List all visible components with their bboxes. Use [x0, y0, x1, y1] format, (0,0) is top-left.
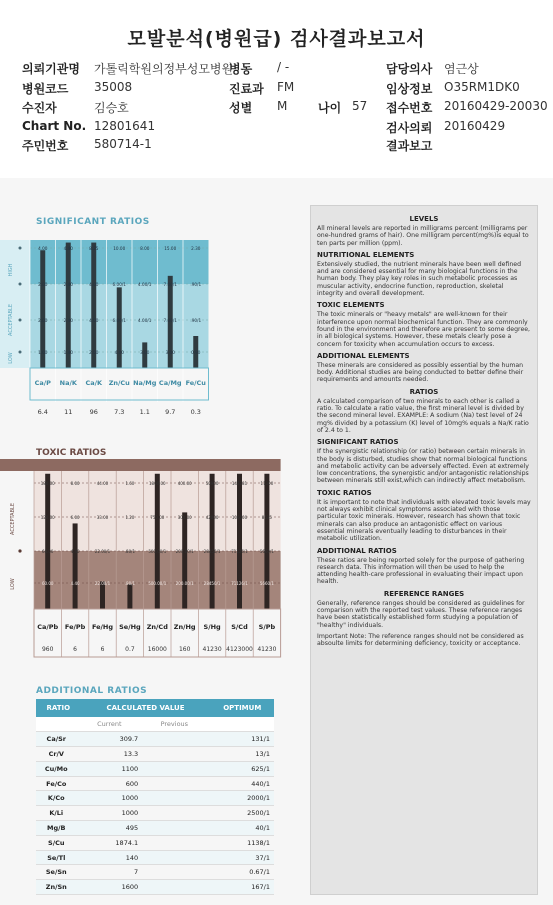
toxic-elements-text: The toxic minerals or "heavy metals" are well-known for their interference upon normal biochemical function. They are commonly found in the environment and therefore are present to some degree, in all biological systems. However, these metals clearly pose a concern for toxicity when accumulation occurs to excess.: [317, 311, 531, 348]
side-acceptable-label: ACCEPTABLE: [10, 503, 16, 535]
table-row: [36, 732, 274, 747]
column-label: Ca/Mg: [158, 379, 182, 387]
scale-top-label: 44.00: [96, 481, 109, 486]
current-value-cell: 600: [81, 776, 143, 791]
scale-mid2-label: 6.00/1: [112, 318, 126, 323]
additional-ratios-table: [36, 699, 274, 895]
scale-mid2-label: 7.00/1: [163, 318, 177, 323]
result-value: 16000: [147, 646, 167, 653]
ratio-cell: Mg/B: [36, 821, 81, 836]
doctor-label: 담당의사: [386, 62, 433, 76]
sub-previous: Previous: [142, 717, 210, 732]
scale-bottom-label: 4.40: [70, 581, 80, 586]
ratio-cell: Se/Sn: [36, 865, 81, 880]
nutritional-text: Extensively studied, the nutrient minerals have been well defined and are considered essential for many biological functions in the human body. They play key roles in such metabolic processes as muscular activity, endocrine function, reproduction, skeletal integrity and overall development.: [317, 260, 522, 298]
report-title: 모발분석(병원급) 검사결과보고서: [127, 28, 426, 50]
col-ratio: RATIO: [36, 699, 81, 717]
notes-panel: [310, 205, 538, 895]
toxic-title: TOXIC RATIOS: [36, 448, 107, 458]
column-label: Ca/K: [85, 379, 103, 387]
table-row: [36, 865, 274, 880]
result-value: 9.7: [165, 408, 176, 416]
scale-top-label: 50900: [205, 481, 219, 486]
current-value-cell: 495: [81, 821, 143, 836]
scale-mid-label: 2.40: [63, 282, 73, 287]
column-label: Na/Mg: [133, 379, 157, 387]
label-row-box: [30, 368, 209, 400]
patient-label: 수진자: [22, 101, 57, 115]
scale-top-label: 8.00: [70, 481, 80, 486]
scale-top-label: 180.00: [40, 481, 55, 486]
current-value-cell: 7: [81, 865, 143, 880]
optimum-cell: 13/1: [211, 747, 274, 762]
scale-mid2-label: 4.00: [89, 318, 99, 323]
ratio-bar: [155, 474, 160, 609]
column-label: Ca/Pb: [37, 623, 59, 631]
current-value-cell: 1100: [81, 761, 143, 776]
ward-label: 병동: [229, 62, 253, 76]
clinical-value: O35RM1DK0: [444, 80, 520, 94]
current-value-cell: 309.7: [81, 732, 143, 747]
column-label: Ca/P: [34, 379, 51, 387]
additional-ratios-text: These ratios are being reported solely for the purpose of gathering research data. This information will then be used to help the attending health-care professional in evaluating their impact upon health.: [317, 556, 525, 586]
ratio-bar: [127, 584, 132, 609]
toxic-ratios-chart: [0, 459, 285, 659]
nutritional-heading: NUTRITIONAL ELEMENTS: [317, 250, 415, 259]
previous-value-cell: [142, 835, 210, 850]
side-band: [0, 240, 30, 368]
scale-bottom-label: 500.00/1: [148, 581, 167, 586]
current-value-cell: 13.3: [81, 747, 143, 762]
result-value: 41230: [202, 646, 222, 653]
side-low-label: LOW: [10, 578, 16, 590]
reference-text: Generally, reference ranges should be considered as guidelines for comparison with the reported test values. These reference ranges have been statistically established form studying a population of "healthy" individuals.: [317, 599, 525, 629]
optimum-cell: 1138/1: [211, 835, 274, 850]
result-value: 96: [89, 408, 98, 416]
ratio-cell: K/Li: [36, 806, 81, 821]
result-value: 1.1: [139, 408, 150, 416]
result-value: 7.3: [114, 408, 125, 416]
optimum-cell: 440/1: [211, 776, 274, 791]
table-row: [36, 880, 274, 895]
additional-elements-text: These minerals are considered as possibly essential by the human body. Additional studies are being conducted to better define their requirements and amounts needed.: [317, 361, 524, 384]
toxic-ratios-heading: TOXIC RATIOS: [317, 488, 372, 497]
scale-mid-label: .90/1: [190, 282, 202, 287]
column-label: Se/Hg: [119, 623, 141, 631]
result-value: 11: [64, 408, 73, 416]
toxic-elements-heading: TOXIC ELEMENTS: [317, 301, 385, 310]
chart-label: Chart No.: [22, 119, 87, 133]
optimum-cell: 625/1: [211, 761, 274, 776]
additional-elements-heading: ADDITIONAL ELEMENTS: [317, 351, 410, 360]
ratio-bar: [264, 474, 269, 609]
scale-mid2-label: 4.00/1: [138, 318, 152, 323]
side-acceptable-label: ACCEPTABLE: [8, 304, 14, 336]
sex-value: M: [277, 99, 288, 113]
previous-value-cell: [142, 747, 210, 762]
column-label: Fe/Hg: [91, 623, 114, 631]
previous-value-cell: [142, 776, 210, 791]
ratio-bar: [142, 342, 147, 368]
dept-value: FM: [277, 80, 295, 94]
optimum-cell: 0.67/1: [211, 865, 274, 880]
side-low-label: LOW: [8, 352, 14, 364]
row-dot: [19, 351, 22, 354]
scale-bottom-label: 71126/1: [231, 581, 248, 586]
ward-value: / -: [277, 60, 290, 74]
receipt-value: 20160429-20030: [444, 99, 548, 113]
scale-top-label: 8.25: [89, 246, 99, 251]
hcode-label: 병원코드: [22, 82, 69, 96]
column-label: S/Hg: [203, 623, 221, 631]
significant-ratios-chart: [0, 228, 220, 424]
row-dot: [19, 319, 22, 322]
scale-low-label: 1.40: [63, 350, 73, 355]
ratio-cell: Se/Tl: [36, 850, 81, 865]
scale-low-label: 22.00/1: [94, 549, 111, 554]
scale-mid-label: 106000: [231, 515, 248, 520]
side-high-label: HIGH: [8, 263, 14, 277]
optimum-cell: 2000/1: [211, 791, 274, 806]
result-value: 0.7: [125, 646, 135, 653]
col-calculated: CALCULATED VALUE: [81, 699, 211, 717]
scale-mid-label: 7.00/1: [163, 282, 177, 287]
scale-low-label: 2.00: [89, 350, 99, 355]
toxic-ratios-text: It is important to note that individuals with elevated toxic levels may not always exhibit clinical symptoms associated with those particular toxic minerals. However, research has shown that toxic minerals can also produce an antagonistic effect on various essential minerals eventually leading to disturbances in their metabolic utilization.: [317, 498, 531, 543]
doctor-value: 염근상: [444, 62, 479, 76]
optimum-cell: 37/1: [211, 850, 274, 865]
previous-value-cell: [142, 865, 210, 880]
column-label: Na/K: [59, 379, 77, 387]
ratio-cell: Ca/Sr: [36, 732, 81, 747]
scale-bottom-label: 28450/1: [203, 581, 221, 586]
scale-mid-label: 120.00: [40, 515, 55, 520]
scale-bottom-label: 22.00/1: [94, 581, 111, 586]
request-value: 20160429: [444, 119, 506, 133]
sex-label: 성별: [229, 101, 253, 115]
scale-low-label: 60.00: [41, 549, 54, 554]
scale-top-label: 8.00: [140, 246, 150, 251]
scale-low-label: 71126/1: [231, 549, 248, 554]
previous-value-cell: [142, 821, 210, 836]
important-note-text: Important Note: The reference ranges should not be considered as absoulte limits for determining deficiency, toxicity or acceptance.: [317, 632, 524, 648]
result-value: 4123000: [226, 646, 253, 653]
age-value: 57: [352, 99, 368, 113]
ratios-text: A calculated comparison of two minerals to each other is called a ratio. To calculate a ratio value, the first mineral level is divided by the second mineral level. EXAMPLE: A sodium (Na) test level of 24 mg% divided by a potassium (K) level of 10mg% equals a Na/K ratio of 2.4 to 1.: [317, 397, 529, 434]
scale-top-label: 4.00: [38, 246, 48, 251]
ratio-bar: [45, 474, 50, 609]
result-value: 41230: [257, 646, 277, 653]
ratio-cell: S/Cu: [36, 835, 81, 850]
table-row: [36, 821, 274, 836]
optimum-cell: 167/1: [211, 880, 274, 895]
receipt-label: 접수번호: [386, 101, 433, 115]
scale-bottom-label: .80/1: [124, 581, 136, 586]
ratio-cell: Cr/V: [36, 747, 81, 762]
optimum-cell: 131/1: [211, 732, 274, 747]
scale-top-label: 1800.00: [149, 481, 166, 486]
column-label: S/Cd: [231, 623, 248, 631]
report-label: 결과보고: [386, 139, 433, 153]
scale-mid2-label: 2.40: [63, 318, 73, 323]
chart-value: 12801641: [94, 119, 156, 133]
scale-top-label: 11300: [260, 481, 274, 486]
optimum-cell: 2500/1: [211, 806, 274, 821]
ratio-bar: [182, 512, 187, 609]
table-row: [36, 776, 274, 791]
scale-top-label: 10.00: [113, 246, 126, 251]
row-dot: [19, 283, 22, 286]
scale-bottom-label: 200.00/1: [175, 581, 194, 586]
ratio-cell: Zn/Sn: [36, 880, 81, 895]
scale-mid-label: 4.00: [89, 282, 99, 287]
significant-ratios-text: If the synergistic relationship (or ratio) between certain minerals in the body is disturbed, studies show that normal biological functions and metabolic activity can be adversely effected. Even at extremely low concentrations, the synergistic and/or antagonistic relationships between minerals still exist,which can indirectly affect metabolism.: [317, 448, 529, 485]
column-label: Zn/Cd: [146, 623, 168, 631]
optimum-cell: 40/1: [211, 821, 274, 836]
previous-value-cell: [142, 880, 210, 895]
scale-mid2-label: 2.00: [38, 318, 48, 323]
column-label: S/Pb: [258, 623, 276, 631]
age-label: 나이: [318, 101, 342, 115]
scale-low-label: 1.00: [38, 350, 48, 355]
additional-title: ADDITIONAL RATIOS: [36, 686, 148, 696]
significant-title: SIGNIFICANT RATIOS: [36, 217, 150, 227]
previous-value-cell: [142, 761, 210, 776]
current-value-cell: 140: [81, 850, 143, 865]
table-row: [36, 806, 274, 821]
scale-low-label: 4.00: [114, 350, 124, 355]
column-label: Fe/Pb: [64, 623, 86, 631]
ratio-cell: K/Co: [36, 791, 81, 806]
scale-bottom-label: 60.00: [41, 581, 54, 586]
hcode-value: 35008: [94, 80, 133, 94]
org-label: 의뢰기관명: [22, 62, 80, 76]
ratios-heading: RATIOS: [409, 387, 439, 396]
table-row: [36, 791, 274, 806]
row-dot: [18, 549, 21, 552]
current-value-cell: 1000: [81, 806, 143, 821]
scale-low-label: .80/1: [124, 549, 136, 554]
scale-mid-label: 6.00: [70, 515, 80, 520]
dept-label: 진료과: [229, 82, 264, 96]
result-value: 6: [100, 646, 105, 653]
scale-mid-label: 6.00/1: [112, 282, 126, 287]
current-value-cell: 1874.1: [81, 835, 143, 850]
request-label: 검사의뢰: [386, 121, 433, 135]
table-row: [36, 835, 274, 850]
result-value: 6.4: [37, 408, 48, 416]
scale-mid-label: 33.00: [96, 515, 109, 520]
scale-low-label: 200.00/1: [175, 549, 194, 554]
previous-value-cell: [142, 850, 210, 865]
reference-heading: REFERENCE RANGES: [383, 589, 465, 598]
ratio-cell: Cu/Mo: [36, 761, 81, 776]
current-value-cell: 1600: [81, 880, 143, 895]
row-dot: [19, 247, 22, 250]
scale-low-label: 3.00: [140, 350, 150, 355]
column-label: Fe/Cu: [185, 379, 206, 387]
scale-mid-label: 4.00/1: [138, 282, 152, 287]
additional-ratios-heading: ADDITIONAL RATIOS: [317, 546, 397, 555]
sub-current: Current: [81, 717, 143, 732]
ratio-bar: [237, 474, 242, 609]
scale-low-label: 28450/1: [203, 549, 221, 554]
scale-top-label: 1.60: [125, 481, 135, 486]
scale-mid-label: 1.20: [125, 515, 135, 520]
scale-top-label: 4.40: [63, 246, 73, 251]
org-value: 가톨릭학원의정부성모병원: [94, 62, 234, 76]
scale-mid-label: 8535: [261, 515, 272, 520]
scale-mid-label: 2.00: [38, 282, 48, 287]
scale-low-label: 500.00/1: [148, 549, 167, 554]
col-optimum: OPTIMUM: [211, 699, 274, 717]
ratio-bar: [117, 287, 122, 368]
toxic-header-band: [0, 459, 281, 471]
scale-low-label: 4.40: [70, 549, 80, 554]
scale-bottom-label: 5660/1: [259, 581, 274, 586]
levels-heading: LEVELS: [409, 215, 439, 223]
levels-text: All mineral levels are reported in milligrams percent (milligrams per one-hundred grams of hair). One milligram percent(mg%)is equal to ten parts per million (ppm).: [317, 225, 529, 247]
scale-top-label: 400.00: [177, 481, 192, 486]
ratio-cell: Fe/Co: [36, 776, 81, 791]
significant-ratios-heading: SIGNIFICANT RATIOS: [317, 438, 399, 447]
previous-value-cell: [142, 732, 210, 747]
result-value: 960: [41, 646, 54, 653]
rrn-value: 580714-1: [94, 137, 152, 151]
table-row: [36, 761, 274, 776]
column-label: Zn/Cu: [108, 379, 130, 387]
scale-low-label: 3.00: [165, 350, 175, 355]
clinical-label: 임상정보: [386, 82, 433, 96]
current-value-cell: 1000: [81, 791, 143, 806]
previous-value-cell: [142, 806, 210, 821]
ratio-bar: [210, 474, 215, 609]
ratio-bar: [70, 523, 80, 609]
previous-value-cell: [142, 791, 210, 806]
rrn-label: 주민번호: [22, 139, 69, 153]
scale-mid-label: 750.00: [150, 515, 165, 520]
scale-mid2-label: .90/1: [190, 318, 202, 323]
scale-top-label: 15.00: [164, 246, 177, 251]
scale-top-label: 2.30: [191, 246, 201, 251]
result-value: 160: [178, 646, 191, 653]
table-row: [36, 850, 274, 865]
table-row: [36, 747, 274, 762]
result-value: 0.3: [190, 408, 201, 416]
scale-low-label: 5660/1: [259, 549, 274, 554]
result-value: 6: [73, 646, 78, 653]
column-label: Zn/Hg: [173, 623, 196, 631]
patient-value: 김승호: [94, 101, 129, 115]
scale-top-label: 142381: [231, 481, 248, 486]
scale-mid-label: 42000: [205, 515, 219, 520]
scale-mid-label: 300.00: [177, 515, 192, 520]
scale-low-label: 0.90: [191, 350, 201, 355]
